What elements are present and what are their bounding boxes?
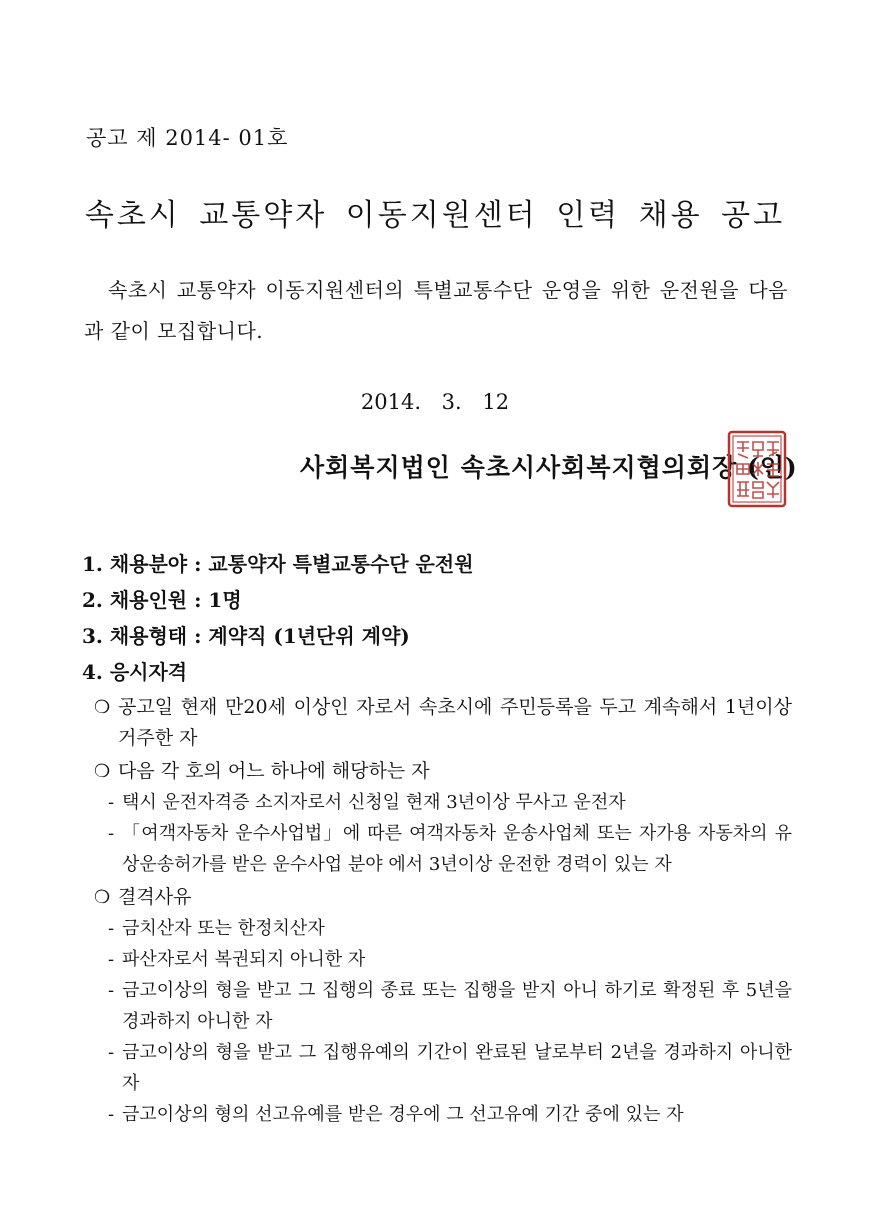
section-qualifications: 4. 응시자격 bbox=[82, 660, 188, 684]
disqualification-item: 금치산자 또는 한정치산자 bbox=[122, 918, 325, 939]
dash-bullet-icon: - bbox=[108, 949, 115, 970]
intro-paragraph: 속초시 교통약자 이동지원센터의 특별교통수단 운영을 위한 운전원을 다음과 같이 모집합니다. bbox=[84, 278, 788, 343]
dash-bullet-icon: - bbox=[108, 918, 115, 939]
disqualification-item: 금고이상의 형을 받고 그 집행유예의 기간이 완료된 날로부터 2년을 경과하지 아니한 자 bbox=[122, 1042, 792, 1094]
qualification-driving-heading: 다음 각 호의 어느 하나에 해당하는 자 bbox=[118, 760, 430, 782]
dash-bullet-icon: - bbox=[108, 823, 115, 844]
qualification-residency: 공고일 현재 만20세 이상인 자로서 속초시에 주민등록을 두고 계속해서 1년이상 거주한 자 bbox=[118, 696, 792, 749]
list-item bbox=[82, 818, 792, 880]
page-title: 속초시 교통약자 이동지원센터 인력 채용 공고 bbox=[84, 198, 786, 233]
dash-bullet-icon: - bbox=[108, 1042, 115, 1063]
circle-bullet-icon: ❍ bbox=[94, 761, 111, 782]
official-red-seal-icon bbox=[727, 430, 787, 508]
list-item bbox=[82, 756, 792, 787]
notice-date: 2014. 3. 12 bbox=[360, 390, 510, 414]
disqualification-item: 파산자로서 복권되지 아니한 자 bbox=[122, 949, 366, 970]
qualification-taxi-license: 택시 운전자격증 소지자로서 신청일 현재 3년이상 무사고 운전자 bbox=[122, 792, 626, 813]
section-field: 1. 채용분야 : 교통약자 특별교통수단 운전원 bbox=[82, 552, 474, 576]
list-item bbox=[82, 1099, 792, 1130]
recruitment-details bbox=[82, 546, 792, 1130]
list-item bbox=[82, 913, 792, 944]
dash-bullet-icon: - bbox=[108, 1104, 115, 1125]
list-item bbox=[82, 787, 792, 818]
disqualification-item: 금고이상의 형을 받고 그 집행의 종료 또는 집행을 받지 아니 하기로 확정된 후 5년을 경과하지 아니한 자 bbox=[122, 980, 792, 1032]
list-item bbox=[82, 692, 792, 754]
list-item bbox=[82, 882, 792, 913]
dash-bullet-icon: - bbox=[108, 980, 115, 1001]
dash-bullet-icon: - bbox=[108, 792, 115, 813]
circle-bullet-icon: ❍ bbox=[94, 887, 111, 908]
section-headcount: 2. 채용인원 : 1명 bbox=[82, 588, 242, 612]
disqualification-heading: 결격사유 bbox=[118, 886, 192, 908]
notice-number: 공고 제 2014- 01호 bbox=[86, 126, 289, 150]
circle-bullet-icon: ❍ bbox=[94, 697, 111, 718]
list-item bbox=[82, 1037, 792, 1099]
organization-signature: 사회복지법인 속초시사회복지협의회장 (인) bbox=[300, 453, 798, 482]
disqualification-item: 금고이상의 형의 선고유예를 받은 경우에 그 선고유예 기간 중에 있는 자 bbox=[122, 1104, 684, 1125]
section-employment-type: 3. 채용형태 : 계약직 (1년단위 계약) bbox=[82, 624, 410, 648]
qualification-transport-experience: 「여객자동차 운수사업법」에 따른 여객자동차 운송사업체 또는 자가용 자동차의 유상운송허가를 받은 운수사업 분야 에서 3년이상 운전한 경력이 있는 자 bbox=[122, 823, 792, 875]
list-item bbox=[82, 944, 792, 975]
list-item bbox=[82, 975, 792, 1037]
